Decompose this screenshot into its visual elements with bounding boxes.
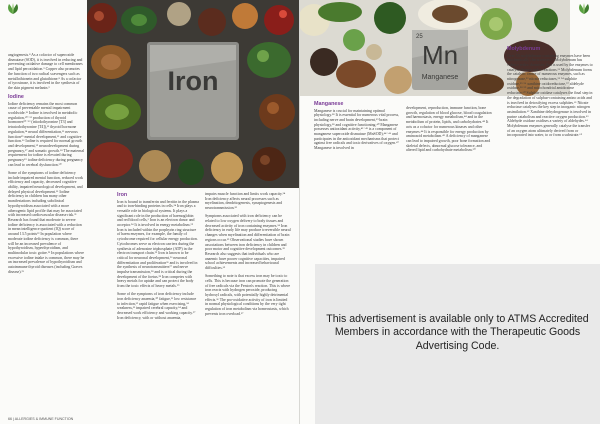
leaf-logo-icon [577, 3, 591, 15]
journal-logo [6, 3, 20, 15]
iron-heading: Iron [117, 192, 128, 198]
journal-logo-right [577, 3, 591, 15]
iron-foods-photo [87, 0, 299, 188]
right-column-1 [314, 101, 400, 154]
right-column-2 [406, 106, 492, 157]
iron-paragraph-2: Some of the symptoms of iron deficiency include iron deficiency anaemia,³⁰ fatigue,³¹ low resistance to infection,³² rapid fatigue when exercising,²⁴ weakness,³³ impaired cerebral capacity,³⁴ and decreased work efficiency and working capacity.²⁷ Iron deficiency, with or without anaemia, [117, 292, 197, 320]
iron-tile-label: Iron [167, 66, 219, 96]
left-column-3 [205, 192, 291, 320]
manganese-paragraph-1: Manganese is crucial for maintaining optimal physiology.³⁸ It is essential for numerous vital process, including nerve and brain development,³⁹ brain physiology,³⁸ and cognitive functioning.⁴⁰ Manganese possesses antioxidant activity,⁴¹⁻⁴³ is a component of manganese superoxide dismutase (MnSOD),⁴⁴⁻⁴⁶ and participates in the antioxidant mechanisms that protect against free radicals and toxic derivatives of oxygen.⁴⁷ Manganese is involved in [314, 108, 400, 151]
advertisement-notice: This advertisement is available only to ATMS Accredited Members in accordance with the Therapeutic Goods Advertising Code. [326, 312, 589, 352]
iodine-paragraph-2: Some of the symptoms of iodine deficiency include impaired mental function, reduced work efficiency and capacity, decreased cognitive ability, impaired neurological development, and delayed physical development.¹¹ Iodine deficiency in children has many other manifestations including subclinical hypothyroidism associated with a more atherogenic lipid profile that may be associated with increased cardiovascular disease risk.²¹ Research has found that moderate to severe iodine deficiency is associated with a reduction in mean intelligence quotient (IQ) score of around 13.5 points²² In population where moderate iodine deficiency is common, there will be an increased prevalence of hypothyroidism, hyperthyroidism, and multinodular toxic goitre.²³ In populations where excessive iodine intake is common, there may be an increased prevalence of hypothyroidism and autoimmune thyroid diseases (including Graves disease).²³ [8, 170, 85, 274]
iron-paragraph-5: Something to note is that excess iron may be toxic to cells. This is because iron can promote the generation of free radicals via the Fenton's reaction. This is where iron reacts with hydrogen peroxide, producing hydroxyl radicals, with potentially highly detrimental effects.³⁶ The pro-oxidative activity of iron is limited in normal physiological conditions by the very tight regulation of iron metabolism via homeostasis, which prevents iron overload.³⁷ [205, 274, 291, 316]
iodine-paragraph-1: Iodine deficiency remains the most common cause of preventable mental impairment worldwide.¹³ Iodine is involved in metabolic regulation,¹⁰⁻¹² production of thyroid hormones¹⁰⁻¹² (triiodothyronine [T3] and tetraiodothyronine [T4]),¹³ thyroid hormone regulation,¹⁴ neural differentiation,¹¹ nervous function¹⁵ mental development,¹¹ and cognitive function.¹⁶ Iodine is required for normal growth and development,¹⁵ neurodevelopment during pregnancy,¹⁷ and somatic growth.¹⁸ The maternal requirement for iodine is elevated during pregnancy¹⁹ iodine deficiency during pregnancy can lead to cerebral dysfunction.²⁰ [8, 101, 85, 167]
left-column-1 [8, 53, 85, 278]
iodine-heading: Iodine [8, 94, 24, 101]
molybdenum-paragraph: Over 50 molybdenum-containing enzymes have been biochemically characterised.⁵¹ Molybdenum has valence redox chemistry that is used by the enzymes to catalyse diverse redox reactions.⁵¹ Molybdenum forms the catalytic centre of numerous enzymes, such as nitrogenase,⁵² nitrate reductases,⁵³ ⁵⁴ sulphite oxidase,⁵⁵ ⁵⁶ xanthine oxidoreductase,⁵⁷ aldehyde oxidase,⁵⁸ ⁵⁹ and mitochondrial amidoxime reductase.⁶⁰ Sulphite oxidase catalyses the final step in the degradation of sulphur-containing amino acids and is involved in detoxifying excess sulphites.⁶¹ Nitrate reductase catalyses the key step in inorganic nitrogen assimilation.⁶² Xanthine dehydrogenase is involved in purine catabolism and reactive oxygen production.⁶³ Aldehyde oxidase oxidises a variety of aldehydes.⁶⁴ Molybdenum enzymes generally catalyse the transfer of an oxygen atom ultimately derived from or incorporated into water, to or from a substrate.⁶⁵ [507, 53, 593, 138]
iron-paragraph-4: Symptoms associated with iron deficiency can be related to low oxygen delivery to body tissues and decreased activity of iron containing enzymes.²⁴ Iron deficiency in early life may produce irreversible neural changes when myelination and differentiation of brain regions occur.³⁵ Observational studies have shown associations between iron deficiency in children and poor motor and cognitive development outcomes.³⁵ Research also suggests that individuals who are anaemic have poorer cognitive capacities, impaired school achievements and increased behavioural difficulties.³⁵ [205, 214, 291, 271]
page-footer: 66 | ALLERGIES & IMMUNE FUNCTION [8, 417, 74, 421]
mn-tile-symbol: Mn [421, 40, 459, 70]
left-column-2 [117, 192, 199, 324]
manganese-paragraph-2: development, reproduction, immune function, bone growth, regulation of blood glucose, blood coagulation and haemostasis, energy metabolism,⁴⁴ and in the metabolism of protein, lipids, and carbohydrates.⁴⁸ It acts as a cofactor for numerous kinases and other enzymes.⁴⁴ It is responsible for energy production by aminoacid metabolism.⁴⁹ A deficiency of manganese can lead to impaired growth, poor bone formation and skeletal defects, abnormal glucose tolerance, and altered lipid and carbohydrate metabolism.⁵⁰ [406, 106, 492, 153]
molybdenum-heading: Molybdenum [507, 46, 541, 52]
copper-paragraph: angiogenesis.⁸ As a cofactor of superoxide dismutase (SOD), it is involved in reducing and preventing oxidative damage to cell membranes and lipid peroxidation.⁹ Copper also promotes the function of two radical scavengers such as metallothionein and glutathione.⁸ As a cofactor of tyrosinase, it is involved in the synthesis of the skin pigment melanin.⁹ [8, 53, 83, 90]
iron-paragraph-1: Iron is bound to transferrin and ferritin in the plasma and to iron-binding proteins in cells.²⁴ Iron plays a versatile role in biological systems. It plays a significant role in the production of haemoglobin and red blood cells,¹ Iron is an electron donor and acceptor.²⁴ It is involved in energy metabolism.²⁵ Iron is included within the porphyrin ring structure of haem enzymes, for example, the family of cytochrome required for cellular energy production. Cytochromes serve as electron carriers during the synthesis of adenosine triphosphate (ATP) in the electron transport chain.²⁵ Iron is known to be critical for neuronal development,²⁶ neuronal differentiation and proliferation²⁶ and is involved in the synthesis of neurotransmitters²⁷ and nerve impulse transmission,²⁸ and is critical during the development of the foetus.²⁸ Iron competes with heavy metals for uptake and can protect the body from the toxic effects of heavy metals.²⁹ [117, 199, 200, 289]
mn-tile-number: 25 [416, 34, 423, 40]
leaf-logo-icon [6, 3, 20, 15]
mn-tile-name: Manganese [421, 74, 459, 81]
right-column-3 [507, 46, 593, 142]
advertisement-placeholder [315, 264, 600, 424]
iron-paragraph-3: impairs muscle function and limits work capacity.³⁴ Iron deficiency affects neural processes such as myelination, dendritogenesis, synaptogenesis and neurotransmission.³⁵ [205, 192, 286, 211]
manganese-heading: Manganese [314, 101, 344, 107]
